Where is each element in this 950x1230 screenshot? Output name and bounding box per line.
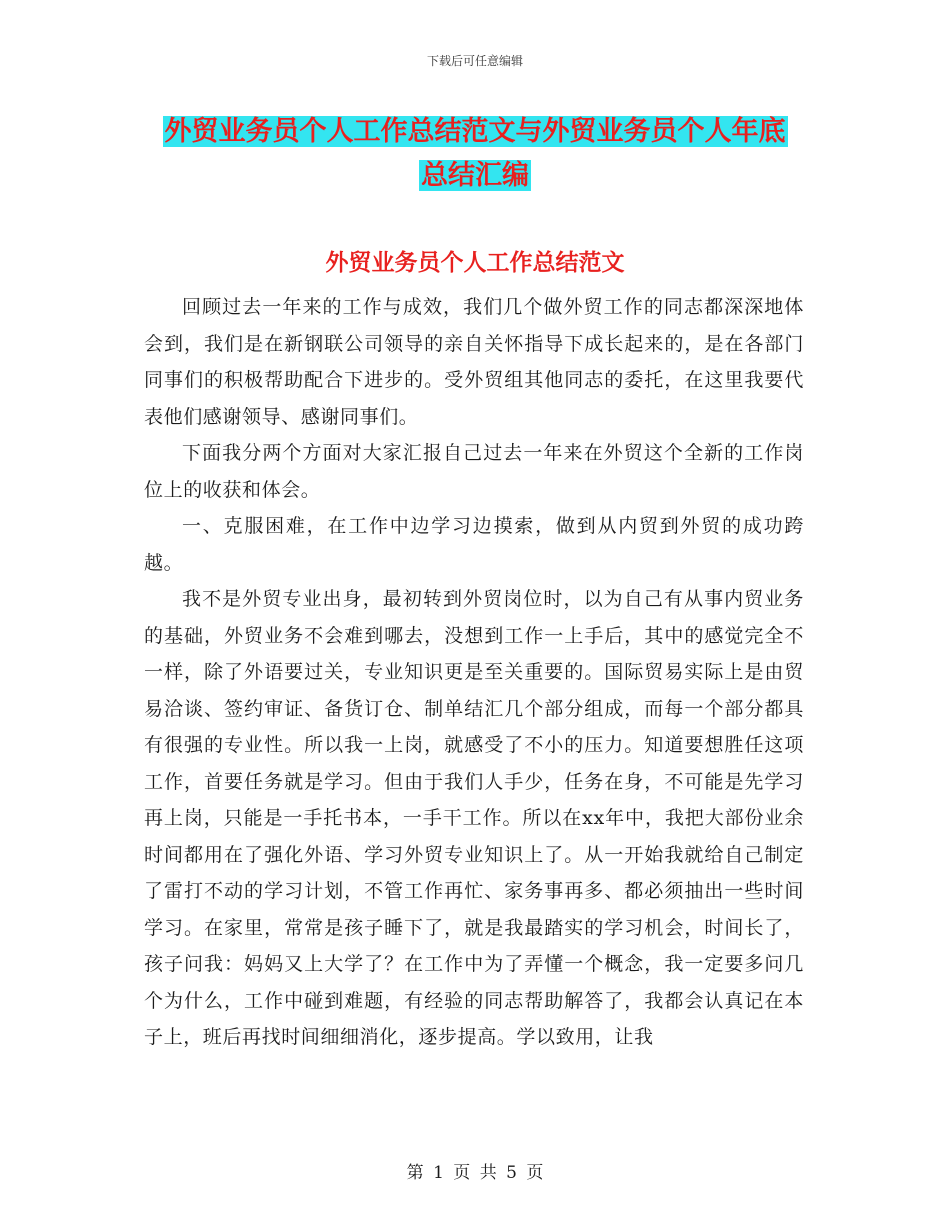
paragraph: 下面我分两个方面对大家汇报自己过去一年来在外贸这个全新的工作岗位上的收获和体会。 — [144, 442, 804, 501]
document-title-line-1: 外贸业务员个人工作总结范文与外贸业务员个人年底 — [164, 116, 786, 147]
page-number-footer: 第 1 页 共 5 页 — [406, 1163, 544, 1183]
paragraph: 一、克服困难，在工作中边学习边摸索，做到从内贸到外贸的成功跨越。 — [144, 515, 804, 574]
document-title-line-2: 总结汇编 — [421, 160, 529, 191]
page-header-note: 下载后可任意编辑 — [426, 54, 523, 68]
section-title: 外贸业务员个人工作总结范文 — [325, 250, 625, 276]
paragraph: 回顾过去一年来的工作与成效，我们几个做外贸工作的同志都深深地体会到，我们是在新钢联公司领导的亲自关怀指导下成长起来的，是在各部门同事们的积极帮助配合下进步的。受外贸组其他同志的委托，在这里我要代表他们感谢领导、感谢同事们。 — [144, 296, 804, 428]
document-title — [150, 110, 800, 198]
paragraph: 我不是外贸专业出身，最初转到外贸岗位时，以为自己有从事内贸业务的基础，外贸业务不会难到哪去，没想到工作一上手后，其中的感觉完全不一样，除了外语要过关，专业知识更是至关重要的。国际贸易实际上是由贸易洽谈、签约审证、备货订仓、制单结汇几个部分组成，而每一个部分都具有很强的专业性。所以我一上岗，就感受了不小的压力。知道要想胜任这项工作，首要任务就是学习。但由于我们人手少，任务在身，不可能是先学习再上岗，只能是一手托书本，一手干工作。所以在xx年中，我把大部份业余时间都用在了强化外语、学习外贸专业知识上了。从一开始我就给自己制定了雷打不动的学习计划，不管工作再忙、家务事再多、都必须抽出一些时间学习。在家里，常常是孩子睡下了，就是我最踏实的学习机会，时间长了，孩子问我：妈妈又上大学了？在工作中为了弄懂一个概念，我一定要多问几个为什么，工作中碰到难题，有经验的同志帮助解答了，我都会认真记在本子上，班后再找时间细细消化，逐步提高。学以致用，让我 — [144, 588, 804, 1048]
document-body — [144, 289, 804, 1056]
